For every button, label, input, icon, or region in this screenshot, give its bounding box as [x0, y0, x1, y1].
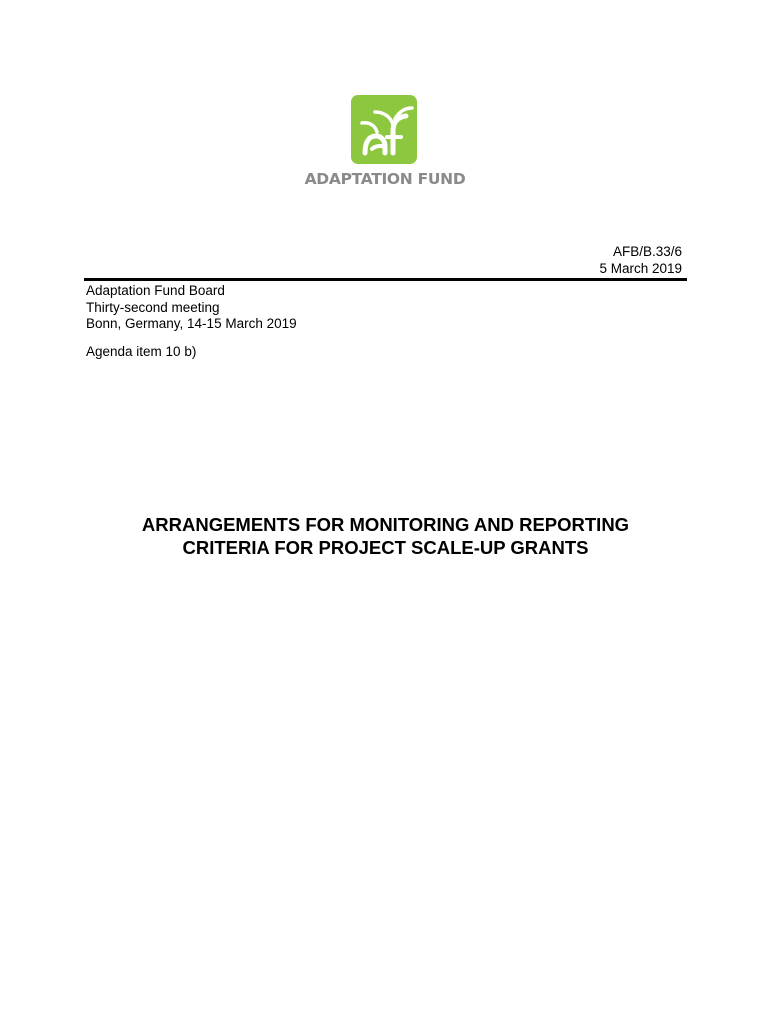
- meeting-session: Thirty-second meeting: [86, 299, 220, 315]
- logo-wordmark: ADAPTATION FUND: [304, 170, 466, 188]
- document-code: AFB/B.33/6: [612, 244, 682, 259]
- agenda-item: Agenda item 10 b): [86, 344, 197, 359]
- document-date: 5 March 2019: [599, 261, 682, 276]
- title-line-2: CRITERIA FOR PROJECT SCALE-UP GRANTS: [182, 537, 589, 558]
- adaptation-fund-logo: [300, 95, 470, 195]
- document-reference: [599, 243, 682, 277]
- meeting-location-date: Bonn, Germany, 14-15 March 2019: [86, 316, 297, 331]
- meeting-info: [86, 283, 297, 333]
- document-title: [84, 513, 687, 559]
- adaptation-fund-logo-icon: [351, 95, 417, 164]
- title-line-1: ARRANGEMENTS FOR MONITORING AND REPORTING: [141, 514, 630, 535]
- board-name: Adaptation Fund Board: [86, 283, 225, 298]
- header-divider: [84, 278, 687, 281]
